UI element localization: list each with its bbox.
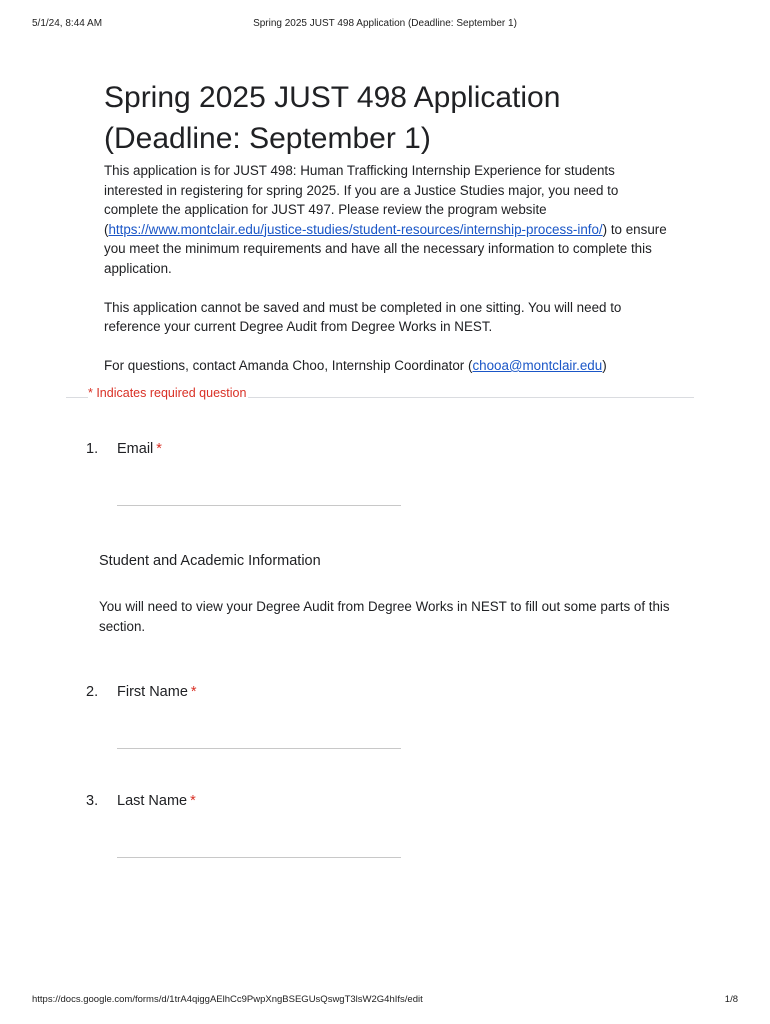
required-asterisk: * [190, 684, 197, 700]
description-text: ) [602, 358, 607, 373]
print-footer [32, 994, 738, 1008]
question-label [117, 441, 162, 457]
question-number: 1. [86, 441, 99, 457]
last-name-answer-field[interactable] [117, 857, 401, 858]
description-paragraph-1 [104, 161, 670, 278]
question-label-text: Last Name [117, 793, 188, 809]
first-name-answer-field[interactable] [117, 748, 401, 749]
description-paragraph-2: This application cannot be saved and must be completed in one sitting. You will need to reference your current Degree Audit from Degree Works in NEST. [104, 299, 622, 334]
print-document-title: Spring 2025 JUST 498 Application (Deadline: September 1) [253, 18, 517, 29]
required-asterisk: * [190, 793, 196, 809]
form-title: Spring 2025 JUST 498 Application (Deadline: September 1) [104, 81, 561, 155]
question-number: 3. [86, 793, 99, 809]
section-description: You will need to view your Degree Audit from Degree Works in NEST to fill out some parts of this section. [99, 599, 670, 634]
question-label-text: Email [117, 441, 154, 457]
required-question-note: * Indicates required question [88, 386, 247, 400]
email-answer-field[interactable] [117, 505, 401, 506]
form-description [104, 161, 670, 395]
question-label-text: First Name [117, 684, 188, 700]
coordinator-email-link[interactable]: chooa@montclair.edu [472, 358, 603, 373]
required-asterisk: * [156, 441, 162, 457]
program-website-link[interactable]: https://www.montclair.edu/justice-studies/student-resources/internship-process-info/ [108, 221, 603, 237]
question-label [117, 684, 197, 700]
page-number: 1/8 [724, 994, 738, 1005]
print-url: https://docs.google.com/forms/d/1trA4qiggAElhCc9PwpXngBSEGUsQswgT3lsW2G4hIfs/edit [32, 994, 423, 1005]
description-text: ) to ensure you meet the minimum requirements and have all the necessary information to complete this application. [104, 221, 667, 276]
question-number: 2. [86, 684, 99, 700]
section-title: Student and Academic Information [99, 553, 321, 569]
description-text: For questions, contact Amanda Choo, Internship Coordinator ( [104, 358, 473, 373]
description-text: This application is for JUST 498: Human Trafficking Internship Experience for students interested in registering for spring 2025. If you are a Justice Studies major, you need to complete the application for JUST 497. Please review the program website ( [104, 163, 619, 237]
print-header [32, 18, 738, 32]
print-date: 5/1/24, 8:44 AM [32, 18, 103, 29]
description-paragraph-3 [104, 356, 670, 376]
question-label [117, 793, 196, 809]
